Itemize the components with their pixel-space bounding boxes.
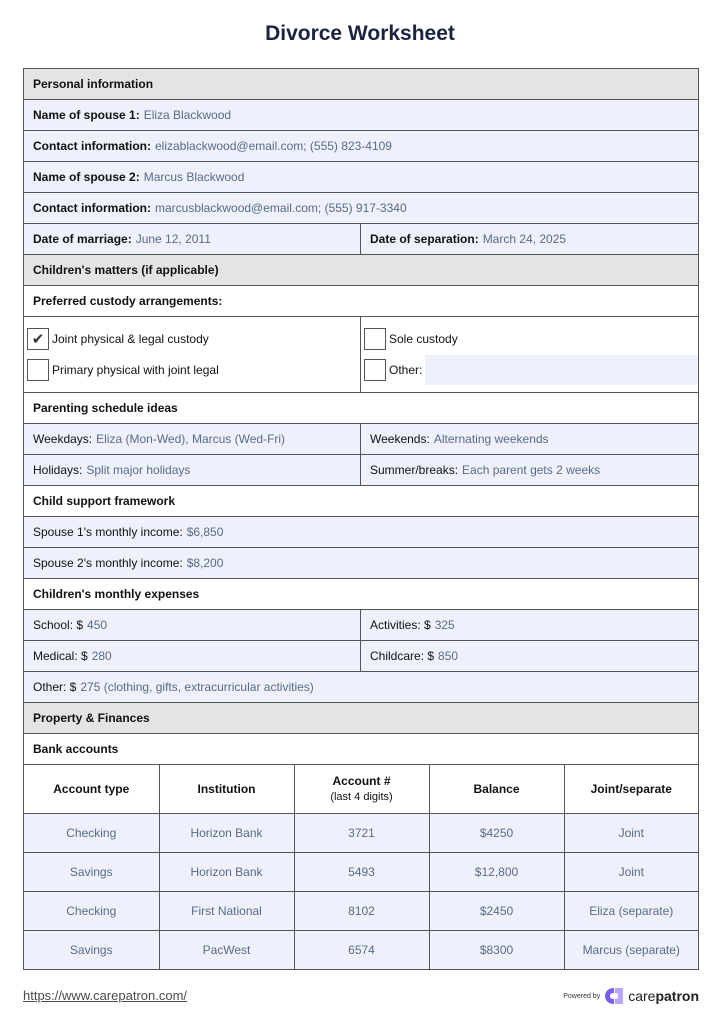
weekends-field[interactable] bbox=[361, 424, 698, 454]
spouse2-contact-label: Contact information: bbox=[33, 201, 151, 215]
account-number-cell[interactable]: 3721 bbox=[294, 813, 429, 852]
sole-custody-checkbox[interactable] bbox=[364, 328, 386, 350]
weekends-label: Weekends: bbox=[370, 432, 430, 446]
income2-field[interactable] bbox=[24, 548, 698, 578]
account-type-cell[interactable]: Checking bbox=[24, 813, 159, 852]
spouse2-name-field[interactable] bbox=[24, 162, 698, 192]
other-custody-option bbox=[364, 359, 698, 381]
table-row bbox=[24, 852, 698, 891]
other-custody-label: Other: bbox=[389, 363, 423, 377]
childcare-label: Childcare: $ bbox=[370, 649, 435, 663]
spouse1-contact-row bbox=[24, 131, 698, 162]
custody-options bbox=[24, 317, 698, 393]
other-custody-checkbox[interactable] bbox=[364, 359, 386, 381]
carepatron-wordmark bbox=[628, 988, 699, 1004]
balance-cell[interactable]: $4250 bbox=[429, 813, 564, 852]
spouse2-contact-field[interactable] bbox=[24, 193, 698, 223]
custody-heading: Preferred custody arrangements: bbox=[33, 294, 223, 308]
summer-value: Each parent gets 2 weeks bbox=[462, 463, 601, 477]
childcare-field[interactable] bbox=[361, 641, 698, 671]
spouse2-name-label: Name of spouse 2: bbox=[33, 170, 140, 184]
sole-custody-option bbox=[364, 328, 698, 350]
summer-label: Summer/breaks: bbox=[370, 463, 459, 477]
income1-field[interactable] bbox=[24, 517, 698, 547]
expenses-row-1 bbox=[24, 610, 698, 641]
separation-date-value: March 24, 2025 bbox=[482, 232, 567, 246]
primary-custody-label: Primary physical with joint legal bbox=[52, 363, 219, 377]
school-value: 450 bbox=[87, 618, 108, 632]
holidays-field[interactable] bbox=[24, 455, 361, 485]
schedule-heading: Parenting schedule ideas bbox=[33, 401, 178, 415]
spouse2-name-value: Marcus Blackwood bbox=[143, 170, 245, 184]
income2-row bbox=[24, 548, 698, 579]
joint-separate-cell[interactable]: Marcus (separate) bbox=[564, 930, 698, 969]
activities-label: Activities: $ bbox=[370, 618, 431, 632]
balance-cell[interactable]: $12,800 bbox=[429, 852, 564, 891]
expenses-row-2 bbox=[24, 641, 698, 672]
other-custody-input[interactable] bbox=[425, 355, 698, 385]
spouse1-name-row bbox=[24, 100, 698, 131]
section-heading: Personal information bbox=[33, 77, 154, 91]
spouse2-contact-row bbox=[24, 193, 698, 224]
table-row bbox=[24, 930, 698, 969]
powered-by-label: Powered by bbox=[563, 992, 601, 1000]
schedule-row-2 bbox=[24, 455, 698, 486]
schedule-row-1 bbox=[24, 424, 698, 455]
carepatron-link[interactable]: https://www.carepatron.com/ bbox=[23, 988, 188, 1003]
col-account-number-sub: (last 4 digits) bbox=[330, 791, 393, 804]
carepatron-brand bbox=[563, 987, 699, 1005]
other-expenses-row bbox=[24, 672, 698, 703]
brand-name-part2: patron bbox=[655, 988, 699, 1004]
other-expenses-field[interactable] bbox=[24, 672, 698, 702]
page-title: Divorce Worksheet bbox=[265, 22, 455, 45]
custody-options-left bbox=[24, 317, 361, 392]
holidays-label: Holidays: bbox=[33, 463, 83, 477]
col-balance: Balance bbox=[429, 765, 564, 813]
income1-value: $6,850 bbox=[186, 525, 224, 539]
spouse2-name-row bbox=[24, 162, 698, 193]
col-account-type: Account type bbox=[24, 765, 159, 813]
table-header-row bbox=[24, 765, 698, 813]
support-heading-row bbox=[24, 486, 698, 517]
joint-separate-cell[interactable]: Joint bbox=[564, 852, 698, 891]
marriage-date-field[interactable] bbox=[24, 224, 361, 254]
bank-heading: Bank accounts bbox=[33, 742, 119, 756]
spouse1-name-value: Eliza Blackwood bbox=[143, 108, 232, 122]
holidays-value: Split major holidays bbox=[86, 463, 191, 477]
spouse2-contact-value: marcusblackwood@email.com; (555) 917-3340 bbox=[155, 201, 407, 215]
income2-label: Spouse 2's monthly income: bbox=[33, 556, 183, 570]
medical-value: 280 bbox=[91, 649, 112, 663]
spouse1-contact-label: Contact information: bbox=[33, 139, 151, 153]
weekends-value: Alternating weekends bbox=[433, 432, 549, 446]
table-row bbox=[24, 891, 698, 930]
col-account-number bbox=[294, 765, 429, 813]
marriage-date-label: Date of marriage: bbox=[33, 232, 132, 246]
primary-custody-option bbox=[27, 359, 360, 381]
table-row bbox=[24, 813, 698, 852]
section-heading: Property & Finances bbox=[33, 711, 150, 725]
account-number-cell[interactable]: 6574 bbox=[294, 930, 429, 969]
primary-custody-checkbox[interactable] bbox=[27, 359, 49, 381]
brand-name-part1: care bbox=[628, 988, 656, 1004]
weekdays-value: Eliza (Mon-Wed), Marcus (Wed-Fri) bbox=[96, 432, 286, 446]
institution-cell[interactable]: Horizon Bank bbox=[159, 813, 294, 852]
institution-cell[interactable]: Horizon Bank bbox=[159, 852, 294, 891]
weekdays-field[interactable] bbox=[24, 424, 361, 454]
expenses-heading-row bbox=[24, 579, 698, 610]
section-personal-information bbox=[24, 69, 698, 100]
account-number-cell[interactable]: 8102 bbox=[294, 891, 429, 930]
custody-heading-row bbox=[24, 286, 698, 317]
account-type-cell[interactable]: Savings bbox=[24, 930, 159, 969]
separation-date-field[interactable] bbox=[361, 224, 698, 254]
school-field[interactable] bbox=[24, 610, 361, 640]
income1-label: Spouse 1's monthly income: bbox=[33, 525, 183, 539]
balance-cell[interactable]: $8300 bbox=[429, 930, 564, 969]
income1-row bbox=[24, 517, 698, 548]
account-number-cell[interactable]: 5493 bbox=[294, 852, 429, 891]
joint-custody-checkbox[interactable]: ✔ bbox=[27, 328, 49, 350]
schedule-heading-row bbox=[24, 393, 698, 424]
joint-custody-label: Joint physical & legal custody bbox=[52, 332, 209, 346]
school-label: School: $ bbox=[33, 618, 84, 632]
joint-separate-cell[interactable]: Joint bbox=[564, 813, 698, 852]
activities-field[interactable] bbox=[361, 610, 698, 640]
summer-field[interactable] bbox=[361, 455, 698, 485]
sole-custody-label: Sole custody bbox=[389, 332, 458, 346]
spouse1-name-field[interactable] bbox=[24, 100, 698, 130]
bank-heading-row bbox=[24, 734, 698, 765]
income2-value: $8,200 bbox=[186, 556, 224, 570]
activities-value: 325 bbox=[434, 618, 455, 632]
expenses-heading: Children's monthly expenses bbox=[33, 587, 200, 601]
col-institution: Institution bbox=[159, 765, 294, 813]
medical-field[interactable] bbox=[24, 641, 361, 671]
childcare-value: 850 bbox=[438, 649, 459, 663]
marriage-date-value: June 12, 2011 bbox=[135, 232, 211, 246]
dates-row bbox=[24, 224, 698, 255]
balance-cell[interactable]: $2450 bbox=[429, 891, 564, 930]
separation-date-label: Date of separation: bbox=[370, 232, 479, 246]
col-joint-separate: Joint/separate bbox=[564, 765, 698, 813]
other-expenses-value: 275 (clothing, gifts, extracurricular activities) bbox=[80, 680, 314, 694]
section-children-matters bbox=[24, 255, 698, 286]
other-expenses-label: Other: $ bbox=[33, 680, 77, 694]
col-account-number-label: Account # bbox=[332, 774, 391, 789]
support-heading: Child support framework bbox=[33, 494, 176, 508]
carepatron-logo-icon bbox=[604, 987, 624, 1005]
joint-custody-option bbox=[27, 328, 360, 350]
section-heading: Children's matters (if applicable) bbox=[33, 263, 219, 277]
weekdays-label: Weekdays: bbox=[33, 432, 93, 446]
bank-accounts-table bbox=[24, 765, 698, 969]
account-type-cell[interactable]: Checking bbox=[24, 891, 159, 930]
worksheet-form bbox=[23, 68, 699, 970]
section-property-finances bbox=[24, 703, 698, 734]
account-type-cell[interactable]: Savings bbox=[24, 852, 159, 891]
spouse1-contact-field[interactable] bbox=[24, 131, 698, 161]
spouse1-contact-value: elizablackwood@email.com; (555) 823-4109 bbox=[155, 139, 392, 153]
custody-options-right bbox=[361, 317, 698, 392]
spouse1-name-label: Name of spouse 1: bbox=[33, 108, 140, 122]
medical-label: Medical: $ bbox=[33, 649, 88, 663]
institution-cell[interactable]: First National bbox=[159, 891, 294, 930]
institution-cell[interactable]: PacWest bbox=[159, 930, 294, 969]
joint-separate-cell[interactable]: Eliza (separate) bbox=[564, 891, 698, 930]
